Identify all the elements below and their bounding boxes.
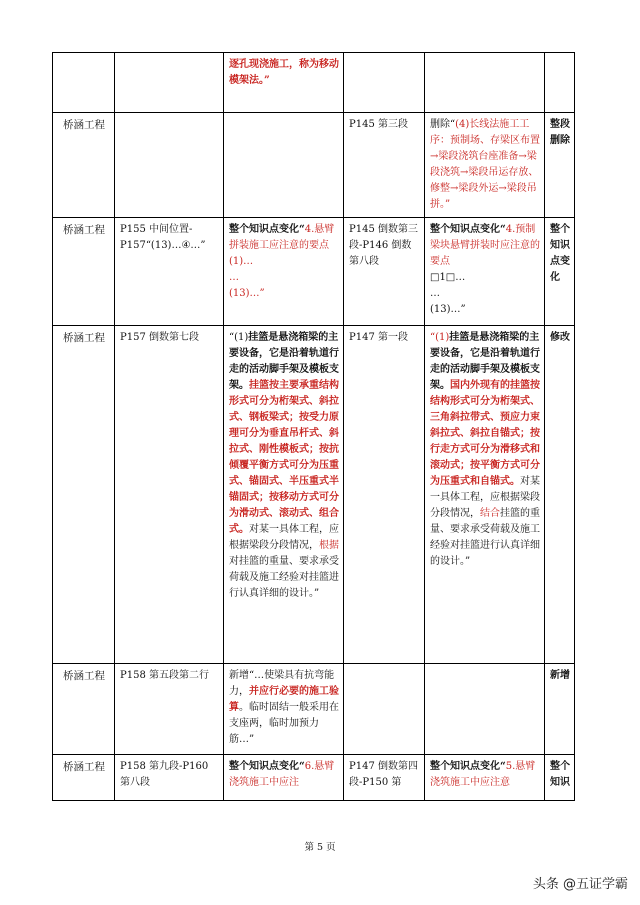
text-segment: 挂篮是悬浇箱梁的主要设备，它是沿着轨道行走的活动脚手架及模板支架。 (430, 332, 540, 391)
text-segment: 4.悬臂拼装施工应注意的要点 (1)… … (13)…” (229, 224, 335, 299)
text-segment: 并应行必要的施工验算 (229, 686, 339, 713)
action-cell (545, 53, 575, 113)
action-cell: 整个知识点变化 (545, 218, 575, 326)
new-location-cell: P147 第一段 (344, 326, 425, 664)
text-segment: 国内外现有的挂篮按结构形式可分为桁架式、三角斜拉带式、预应力束斜拉式、斜拉自锚式；按行走方式可分为滑移式和滚动式；按平衡方式可分为压重式和自锚式。 (430, 380, 540, 487)
text-segment: □1□… … (13)…” (430, 272, 466, 315)
text-segment: 整个知识点变化“ (430, 761, 506, 772)
old-content-cell (224, 113, 344, 218)
text-segment: 6.悬臂浇筑施工中应注 (229, 761, 335, 788)
old-location-cell: P158 第五段第二行 (115, 664, 224, 755)
old-content-cell (224, 53, 344, 113)
text-segment: 挂篮按主要承重结构形式可分为桁架式、斜拉式、钢板梁式；按受力原理可分为垂直吊杆式、斜拉式、刚性模板式；按抗倾覆平衡方式可分为压重式、锚固式、半压重式半锚固式；按移动方式可分为滑动式、滚动式、组合式。 (229, 380, 339, 535)
text-segment: (4)长线法施工工序：预制场、存梁区布置→梁段浇筑台座准备→梁段浇筑→梁段吊运存放、修整→梁段外运→梁段吊拼。” (430, 119, 540, 210)
comparison-table (52, 52, 575, 801)
text-segment: 整个知识点变化“ (229, 761, 305, 772)
category-cell: 桥涵工程 (53, 755, 115, 801)
text-segment: 对挂篮的重量、要求承受荷载及施工经验对挂篮进行认真详细的设计。” (229, 556, 339, 599)
table-row (53, 664, 575, 755)
old-location-cell (115, 53, 224, 113)
table-row (53, 113, 575, 218)
category-cell: 桥涵工程 (53, 326, 115, 664)
category-cell: 桥涵工程 (53, 218, 115, 326)
text-segment: 。临时固结一般采用在支座两，临时加预力筋…” (229, 702, 339, 745)
new-content-cell (425, 755, 545, 801)
action-cell: 新增 (545, 664, 575, 755)
new-content-cell (425, 664, 545, 755)
old-content-cell (224, 218, 344, 326)
new-location-cell: P145 第三段 (344, 113, 425, 218)
old-location-cell: P158 第九段-P160 第八段 (115, 755, 224, 801)
text-segment: 4.预制梁块悬臂拼装时应注意的要点 (430, 224, 540, 267)
text-segment: “(1) (430, 332, 450, 343)
new-content-cell (425, 53, 545, 113)
old-location-cell (115, 113, 224, 218)
action-cell: 整段删除 (545, 113, 575, 218)
table-row (53, 755, 575, 801)
category-cell: 桥涵工程 (53, 664, 115, 755)
action-cell: 整个知识 (545, 755, 575, 801)
old-content-cell (224, 664, 344, 755)
new-location-cell (344, 53, 425, 113)
new-content-cell (425, 326, 545, 664)
old-content-cell (224, 326, 344, 664)
text-segment: 5.悬臂浇筑施工中应注意 (430, 761, 536, 788)
text-segment: 对某一具体工程，应根据梁段分段情况， (430, 476, 540, 519)
new-location-cell: P145 倒数第三段-P146 倒数第八段 (344, 218, 425, 326)
old-content-cell (224, 755, 344, 801)
new-location-cell: P147 倒数第四段-P150 第 (344, 755, 425, 801)
text-segment: 新增“…使梁具有抗弯能力， (229, 670, 335, 697)
new-location-cell (344, 664, 425, 755)
table-body (53, 53, 575, 801)
category-cell: 桥涵工程 (53, 113, 115, 218)
page-number: 第 5 页 (304, 842, 336, 853)
text-segment: 挂篮是悬浇箱梁的主要设备，它是沿着轨道行走的活动脚手架及模板支架。 (229, 332, 339, 391)
action-cell: 修改 (545, 326, 575, 664)
new-content-cell (425, 218, 545, 326)
text-segment: “(1) (229, 332, 249, 343)
table-row (53, 53, 575, 113)
text-segment: 对某一具体工程，应根据梁段分段情况， (229, 524, 339, 551)
category-cell (53, 53, 115, 113)
table-row (53, 218, 575, 326)
text-segment: 删除“ (430, 119, 456, 130)
new-content-cell (425, 113, 545, 218)
text-segment: 逐孔现浇施工，称为移动模架法。” (229, 59, 339, 86)
text-segment: 根据 (319, 540, 339, 551)
text-segment: 结合 (480, 508, 500, 519)
old-location-cell: P157 倒数第七段 (115, 326, 224, 664)
text-segment: 整个知识点变化“ (430, 224, 506, 235)
table-row (53, 326, 575, 664)
text-segment: 挂篮的重量、要求承受荷载及施工经验对挂篮进行认真详细的设计。” (430, 508, 540, 567)
text-segment: 整个知识点变化“ (229, 224, 305, 235)
old-location-cell: P155 中间位置-P157“(13)…④…” (115, 218, 224, 326)
watermark-text: 头条 @五证学霸 (532, 877, 628, 892)
